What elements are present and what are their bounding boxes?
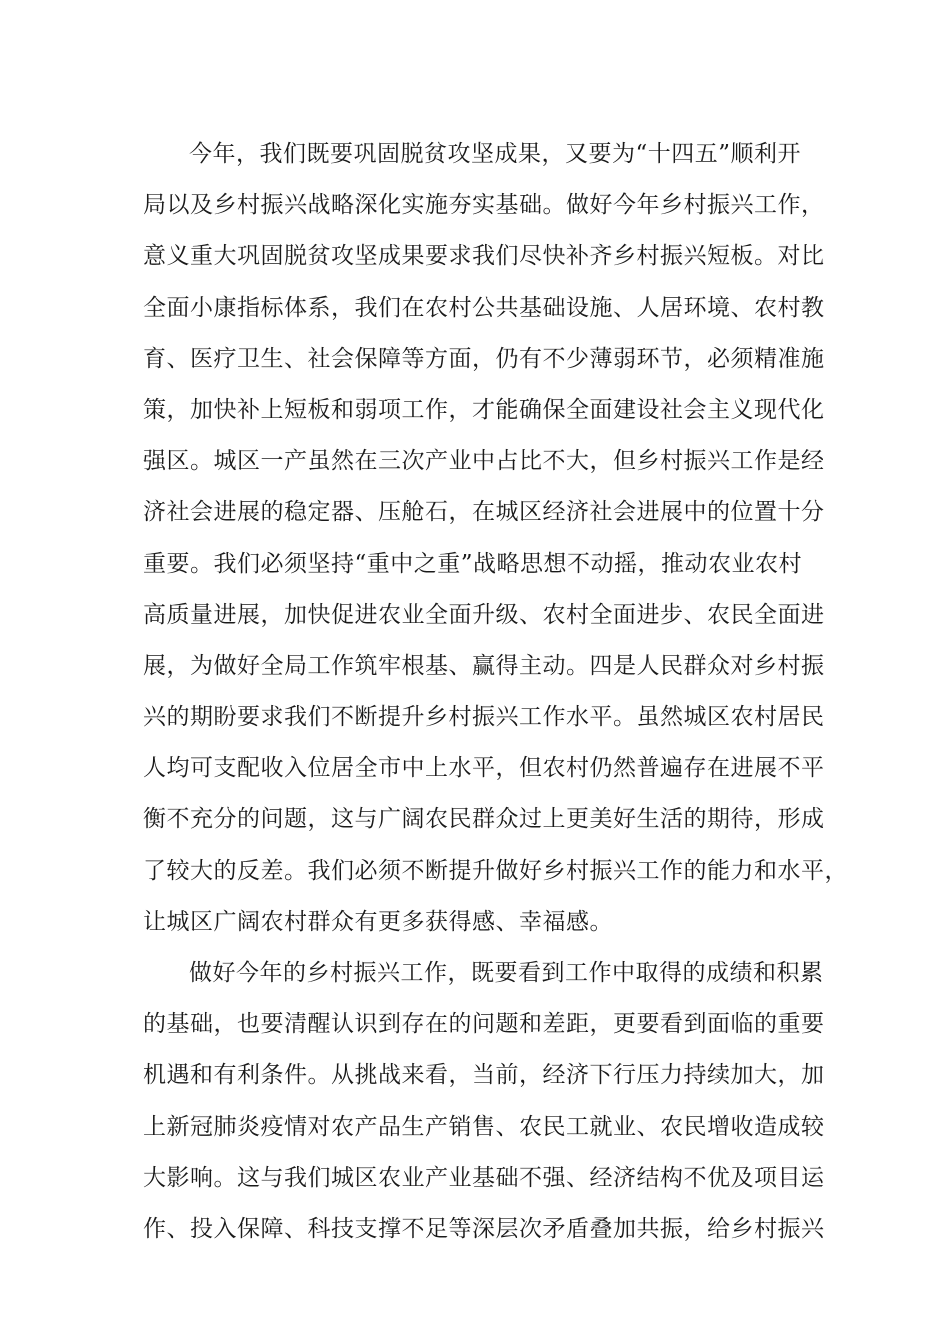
paragraph-line: 局以及乡村振兴战略深化实施夯实基础。做好今年乡村振兴工作， bbox=[143, 192, 825, 219]
paragraph-line: 大影响。这与我们城区农业产业基础不强、经济结构不优及项目运 bbox=[143, 1164, 825, 1191]
paragraph-line: 上新冠肺炎疫情对农产品生产销售、农民工就业、农民增收造成较 bbox=[143, 1113, 825, 1140]
paragraph-line: 衡不充分的问题，这与广阔农民群众过上更美好生活的期待，形成 bbox=[143, 806, 825, 833]
paragraph-line: 展，为做好全局工作筑牢根基、赢得主动。四是人民群众对乡村振 bbox=[143, 652, 825, 679]
paragraph-line: 高质量进展，加快促进农业全面升级、农村全面进步、农民全面进 bbox=[143, 601, 825, 628]
paragraph-line: 做好今年的乡村振兴工作，既要看到工作中取得的成绩和积累 bbox=[189, 960, 824, 986]
paragraph-line: 策，加快补上短板和弱项工作，才能确保全面建设社会主义现代化 bbox=[143, 396, 825, 423]
paragraph-line: 了较大的反差。我们必须不断提升做好乡村振兴工作的能力和水平， bbox=[143, 857, 848, 884]
paragraph-2 bbox=[143, 948, 823, 1255]
paragraph-line: 全面小康指标体系，我们在农村公共基础设施、人居环境、农村教 bbox=[143, 294, 825, 321]
paragraph-line: 强区。城区一产虽然在三次产业中占比不大，但乡村振兴工作是经 bbox=[143, 448, 825, 475]
paragraph-line: 兴的期盼要求我们不断提升乡村振兴工作水平。虽然城区农村居民 bbox=[143, 704, 825, 731]
paragraph-line: 济社会进展的稳定器、压舱石，在城区经济社会进展中的位置十分 bbox=[143, 499, 825, 526]
paragraph-line: 作、投入保障、科技支撑不足等深层次矛盾叠加共振，给乡村振兴 bbox=[143, 1215, 825, 1242]
paragraph-line: 人均可支配收入位居全市中上水平，但农村仍然普遍存在进展不平 bbox=[143, 755, 825, 782]
paragraph-line: 意义重大巩固脱贫攻坚成果要求我们尽快补齐乡村振兴短板。对比 bbox=[143, 243, 825, 270]
paragraph-line: 重要。我们必须坚持“重中之重”战略思想不动摇，推动农业农村 bbox=[143, 550, 803, 577]
paragraph-line: 今年，我们既要巩固脱贫攻坚成果，又要为“十四五”顺利开 bbox=[189, 141, 802, 167]
paragraph-line: 育、医疗卫生、社会保障等方面，仍有不少薄弱环节，必须精准施 bbox=[143, 345, 825, 372]
paragraph-1 bbox=[143, 129, 848, 948]
paragraph-line: 的基础，也要清醒认识到存在的问题和差距，更要看到面临的重要 bbox=[143, 1011, 825, 1038]
paragraph-line: 机遇和有利条件。从挑战来看，当前，经济下行压力持续加大，加 bbox=[143, 1062, 825, 1089]
paragraph-line: 让城区广阔农村群众有更多获得感、幸福感。 bbox=[143, 908, 613, 935]
document-body bbox=[143, 129, 848, 1255]
